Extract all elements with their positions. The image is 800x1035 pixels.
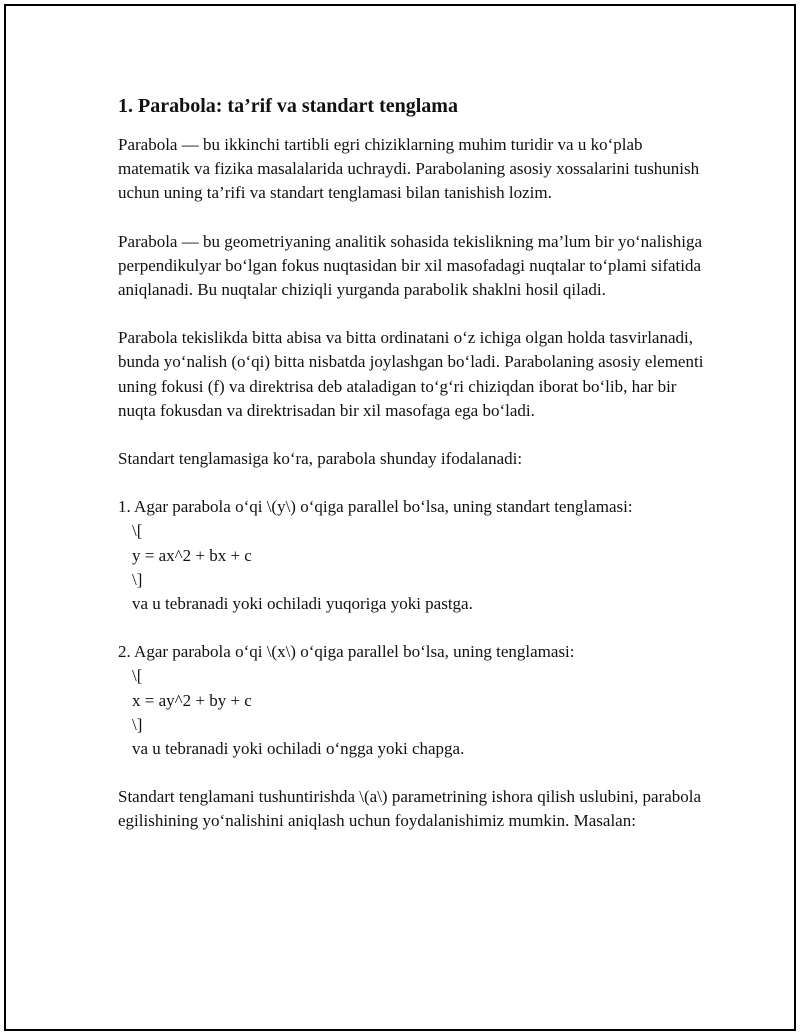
document-body [118, 94, 708, 858]
paragraph-elements: Parabola tekislikda bitta abisa va bitta ordinatani o‘z ichiga olgan holda tasvirlanadi, bunda yo‘nalish (o‘qi) bitta nisbatda joylashgan bo‘ladi. Parabolaning asosiy elementi uning fokusi (f) va direktrisa deb ataladigan to‘g‘ri chiziqdan iborat bo‘lib, har bir nuqta fokusdan va direktrisadan bir xil masofaga ega bo‘ladi. [118, 328, 704, 420]
equation: x = ay^2 + by + c [132, 690, 252, 710]
list-item-note: va u tebranadi yoki ochiladi o‘ngga yoki chapga. [132, 739, 465, 759]
list-item-x-axis [118, 640, 708, 761]
paragraph-definition: Parabola — bu geometriyaning analitik sohasida tekislikning ma’lum bir yo‘nalishiga perpendikulyar bo‘lgan fokus nuqtasidan bir xil masofadagi nuqtalar to‘plami sifatida aniqlanadi. Bu nuqtalar chiziqli yurganda parabolik shaklni hosil qiladi. [118, 231, 703, 300]
paragraph-intro: Parabola — bu ikkinchi tartibli egri chiziklarning muhim turidir va u ko‘plab matematik va fizika masalalarida uchraydi. Parabolaning asosiy xossalarini tushunish uchun uning ta’rifi va standart tenglamasi bilan tanishish lozim. [118, 135, 700, 203]
math-close-delimiter: \] [132, 569, 143, 589]
math-open-delimiter: \[ [132, 666, 143, 686]
paragraph-closing: Standart tenglamani tushuntirishda \(a\) parametrining ishora qilish uslubini, parabola egilishining yo‘nalishini aniqlash uchun foydalanishimiz mumkin. Masalan: [118, 787, 702, 831]
paragraph-standard-form: Standart tenglamasiga ko‘ra, parabola shunday ifodalanadi: [118, 449, 523, 469]
math-close-delimiter: \] [132, 714, 143, 734]
equation: y = ax^2 + bx + c [132, 545, 252, 565]
list-item-intro: 2. Agar parabola o‘qi \(x\) o‘qiga parallel bo‘lsa, uning tenglamasi: [118, 642, 575, 662]
section-heading: 1. Parabola: ta’rif va standart tenglama [118, 95, 458, 117]
list-item-y-axis [118, 495, 708, 616]
list-item-note: va u tebranadi yoki ochiladi yuqoriga yoki pastga. [132, 594, 473, 614]
math-open-delimiter: \[ [132, 521, 143, 541]
list-item-intro: 1. Agar parabola o‘qi \(y\) o‘qiga parallel bo‘lsa, uning standart tenglamasi: [118, 497, 633, 517]
